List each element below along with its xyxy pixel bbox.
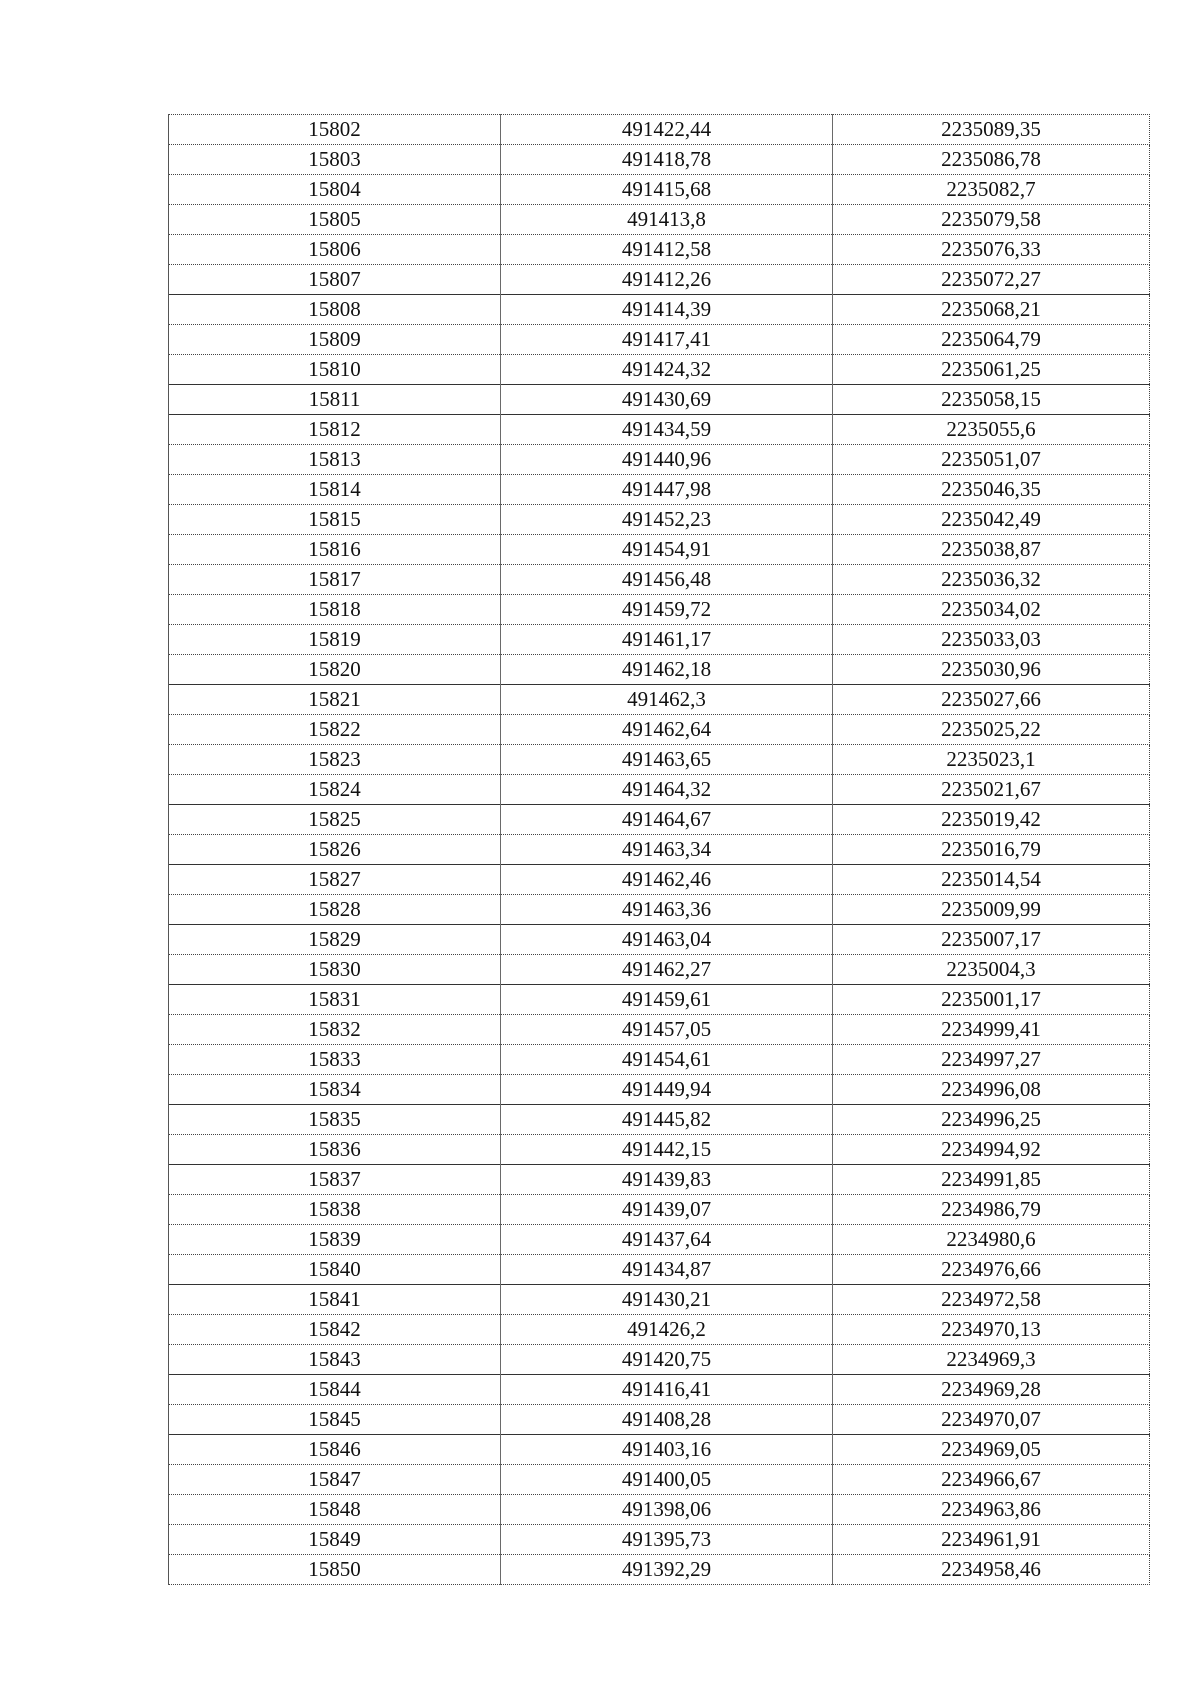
table-row: [169, 955, 1150, 985]
x-coordinate-cell: 491445,82: [501, 1105, 833, 1135]
point-number-cell: 15805: [169, 205, 501, 235]
table-row: [169, 1495, 1150, 1525]
point-number-cell: 15811: [169, 385, 501, 415]
table-row: [169, 1195, 1150, 1225]
x-coordinate-cell: 491417,41: [501, 325, 833, 355]
y-coordinate-cell: 2234969,05: [833, 1435, 1150, 1465]
y-coordinate-cell: 2235058,15: [833, 385, 1150, 415]
x-coordinate-cell: 491434,59: [501, 415, 833, 445]
table-row: [169, 505, 1150, 535]
x-coordinate-cell: 491412,58: [501, 235, 833, 265]
table-row: [169, 415, 1150, 445]
y-coordinate-cell: 2234997,27: [833, 1045, 1150, 1075]
table-row: [169, 685, 1150, 715]
table-row: [169, 1345, 1150, 1375]
x-coordinate-cell: 491447,98: [501, 475, 833, 505]
table-row: [169, 1375, 1150, 1405]
x-coordinate-cell: 491454,61: [501, 1045, 833, 1075]
table-row: [169, 145, 1150, 175]
x-coordinate-cell: 491437,64: [501, 1225, 833, 1255]
y-coordinate-cell: 2234986,79: [833, 1195, 1150, 1225]
y-coordinate-cell: 2234996,08: [833, 1075, 1150, 1105]
x-coordinate-cell: 491439,07: [501, 1195, 833, 1225]
y-coordinate-cell: 2235064,79: [833, 325, 1150, 355]
table-row: [169, 805, 1150, 835]
x-coordinate-cell: 491463,34: [501, 835, 833, 865]
y-coordinate-cell: 2235051,07: [833, 445, 1150, 475]
point-number-cell: 15834: [169, 1075, 501, 1105]
x-coordinate-cell: 491459,61: [501, 985, 833, 1015]
table-row: [169, 1555, 1150, 1585]
point-number-cell: 15846: [169, 1435, 501, 1465]
table-row: [169, 1405, 1150, 1435]
x-coordinate-cell: 491462,18: [501, 655, 833, 685]
y-coordinate-cell: 2235079,58: [833, 205, 1150, 235]
table-row: [169, 115, 1150, 145]
x-coordinate-cell: 491420,75: [501, 1345, 833, 1375]
y-coordinate-cell: 2235009,99: [833, 895, 1150, 925]
y-coordinate-cell: 2235033,03: [833, 625, 1150, 655]
point-number-cell: 15830: [169, 955, 501, 985]
y-coordinate-cell: 2235042,49: [833, 505, 1150, 535]
coordinates-table: [168, 114, 1150, 1585]
x-coordinate-cell: 491416,41: [501, 1375, 833, 1405]
point-number-cell: 15835: [169, 1105, 501, 1135]
y-coordinate-cell: 2235086,78: [833, 145, 1150, 175]
point-number-cell: 15831: [169, 985, 501, 1015]
point-number-cell: 15837: [169, 1165, 501, 1195]
x-coordinate-cell: 491398,06: [501, 1495, 833, 1525]
x-coordinate-cell: 491418,78: [501, 145, 833, 175]
x-coordinate-cell: 491462,27: [501, 955, 833, 985]
x-coordinate-cell: 491415,68: [501, 175, 833, 205]
point-number-cell: 15849: [169, 1525, 501, 1555]
x-coordinate-cell: 491442,15: [501, 1135, 833, 1165]
point-number-cell: 15812: [169, 415, 501, 445]
table-row: [169, 1525, 1150, 1555]
x-coordinate-cell: 491461,17: [501, 625, 833, 655]
x-coordinate-cell: 491456,48: [501, 565, 833, 595]
x-coordinate-cell: 491449,94: [501, 1075, 833, 1105]
x-coordinate-cell: 491439,83: [501, 1165, 833, 1195]
table-row: [169, 1315, 1150, 1345]
y-coordinate-cell: 2235038,87: [833, 535, 1150, 565]
point-number-cell: 15804: [169, 175, 501, 205]
table-row: [169, 595, 1150, 625]
y-coordinate-cell: 2235027,66: [833, 685, 1150, 715]
point-number-cell: 15808: [169, 295, 501, 325]
x-coordinate-cell: 491413,8: [501, 205, 833, 235]
x-coordinate-cell: 491426,2: [501, 1315, 833, 1345]
table-row: [169, 175, 1150, 205]
x-coordinate-cell: 491463,04: [501, 925, 833, 955]
point-number-cell: 15816: [169, 535, 501, 565]
table-row: [169, 1165, 1150, 1195]
x-coordinate-cell: 491430,21: [501, 1285, 833, 1315]
y-coordinate-cell: 2234970,07: [833, 1405, 1150, 1435]
x-coordinate-cell: 491392,29: [501, 1555, 833, 1585]
y-coordinate-cell: 2234963,86: [833, 1495, 1150, 1525]
table-row: [169, 625, 1150, 655]
y-coordinate-cell: 2235019,42: [833, 805, 1150, 835]
table-row: [169, 355, 1150, 385]
x-coordinate-cell: 491459,72: [501, 595, 833, 625]
point-number-cell: 15833: [169, 1045, 501, 1075]
x-coordinate-cell: 491452,23: [501, 505, 833, 535]
table-row: [169, 1255, 1150, 1285]
table-row: [169, 445, 1150, 475]
point-number-cell: 15827: [169, 865, 501, 895]
point-number-cell: 15819: [169, 625, 501, 655]
y-coordinate-cell: 2234991,85: [833, 1165, 1150, 1195]
x-coordinate-cell: 491412,26: [501, 265, 833, 295]
table-row: [169, 475, 1150, 505]
x-coordinate-cell: 491400,05: [501, 1465, 833, 1495]
y-coordinate-cell: 2235025,22: [833, 715, 1150, 745]
y-coordinate-cell: 2234980,6: [833, 1225, 1150, 1255]
x-coordinate-cell: 491464,32: [501, 775, 833, 805]
point-number-cell: 15829: [169, 925, 501, 955]
y-coordinate-cell: 2234970,13: [833, 1315, 1150, 1345]
table-row: [169, 895, 1150, 925]
table-row: [169, 715, 1150, 745]
y-coordinate-cell: 2235016,79: [833, 835, 1150, 865]
point-number-cell: 15809: [169, 325, 501, 355]
table-row: [169, 1015, 1150, 1045]
y-coordinate-cell: 2234969,28: [833, 1375, 1150, 1405]
point-number-cell: 15847: [169, 1465, 501, 1495]
point-number-cell: 15818: [169, 595, 501, 625]
x-coordinate-cell: 491403,16: [501, 1435, 833, 1465]
table-row: [169, 835, 1150, 865]
y-coordinate-cell: 2235036,32: [833, 565, 1150, 595]
point-number-cell: 15841: [169, 1285, 501, 1315]
point-number-cell: 15826: [169, 835, 501, 865]
point-number-cell: 15825: [169, 805, 501, 835]
point-number-cell: 15844: [169, 1375, 501, 1405]
table-row: [169, 1045, 1150, 1075]
point-number-cell: 15840: [169, 1255, 501, 1285]
table-row: [169, 925, 1150, 955]
table-row: [169, 1285, 1150, 1315]
y-coordinate-cell: 2234996,25: [833, 1105, 1150, 1135]
table-row: [169, 265, 1150, 295]
y-coordinate-cell: 2235007,17: [833, 925, 1150, 955]
y-coordinate-cell: 2235061,25: [833, 355, 1150, 385]
y-coordinate-cell: 2235021,67: [833, 775, 1150, 805]
table-row: [169, 565, 1150, 595]
y-coordinate-cell: 2234994,92: [833, 1135, 1150, 1165]
x-coordinate-cell: 491462,64: [501, 715, 833, 745]
x-coordinate-cell: 491462,3: [501, 685, 833, 715]
table-row: [169, 1075, 1150, 1105]
point-number-cell: 15815: [169, 505, 501, 535]
point-number-cell: 15821: [169, 685, 501, 715]
x-coordinate-cell: 491454,91: [501, 535, 833, 565]
y-coordinate-cell: 2235034,02: [833, 595, 1150, 625]
point-number-cell: 15813: [169, 445, 501, 475]
table-row: [169, 1135, 1150, 1165]
y-coordinate-cell: 2235082,7: [833, 175, 1150, 205]
table-row: [169, 535, 1150, 565]
table-row: [169, 1435, 1150, 1465]
point-number-cell: 15814: [169, 475, 501, 505]
y-coordinate-cell: 2235055,6: [833, 415, 1150, 445]
coordinates-table-container: [168, 114, 1149, 1585]
point-number-cell: 15836: [169, 1135, 501, 1165]
point-number-cell: 15843: [169, 1345, 501, 1375]
x-coordinate-cell: 491422,44: [501, 115, 833, 145]
point-number-cell: 15848: [169, 1495, 501, 1525]
table-row: [169, 775, 1150, 805]
point-number-cell: 15842: [169, 1315, 501, 1345]
table-row: [169, 1105, 1150, 1135]
table-row: [169, 745, 1150, 775]
point-number-cell: 15823: [169, 745, 501, 775]
table-row: [169, 985, 1150, 1015]
y-coordinate-cell: 2234966,67: [833, 1465, 1150, 1495]
point-number-cell: 15838: [169, 1195, 501, 1225]
point-number-cell: 15822: [169, 715, 501, 745]
y-coordinate-cell: 2234969,3: [833, 1345, 1150, 1375]
table-row: [169, 205, 1150, 235]
y-coordinate-cell: 2234961,91: [833, 1525, 1150, 1555]
point-number-cell: 15820: [169, 655, 501, 685]
x-coordinate-cell: 491464,67: [501, 805, 833, 835]
y-coordinate-cell: 2234999,41: [833, 1015, 1150, 1045]
table-row: [169, 655, 1150, 685]
point-number-cell: 15850: [169, 1555, 501, 1585]
point-number-cell: 15810: [169, 355, 501, 385]
point-number-cell: 15832: [169, 1015, 501, 1045]
x-coordinate-cell: 491463,36: [501, 895, 833, 925]
table-row: [169, 1225, 1150, 1255]
y-coordinate-cell: 2235076,33: [833, 235, 1150, 265]
point-number-cell: 15828: [169, 895, 501, 925]
x-coordinate-cell: 491440,96: [501, 445, 833, 475]
point-number-cell: 15839: [169, 1225, 501, 1255]
x-coordinate-cell: 491395,73: [501, 1525, 833, 1555]
table-row: [169, 235, 1150, 265]
point-number-cell: 15824: [169, 775, 501, 805]
x-coordinate-cell: 491463,65: [501, 745, 833, 775]
table-row: [169, 865, 1150, 895]
x-coordinate-cell: 491430,69: [501, 385, 833, 415]
y-coordinate-cell: 2235068,21: [833, 295, 1150, 325]
table-body: [169, 115, 1150, 1585]
x-coordinate-cell: 491434,87: [501, 1255, 833, 1285]
point-number-cell: 15806: [169, 235, 501, 265]
y-coordinate-cell: 2234958,46: [833, 1555, 1150, 1585]
table-row: [169, 325, 1150, 355]
y-coordinate-cell: 2235046,35: [833, 475, 1150, 505]
table-row: [169, 385, 1150, 415]
table-row: [169, 295, 1150, 325]
point-number-cell: 15803: [169, 145, 501, 175]
x-coordinate-cell: 491408,28: [501, 1405, 833, 1435]
point-number-cell: 15817: [169, 565, 501, 595]
y-coordinate-cell: 2234976,66: [833, 1255, 1150, 1285]
x-coordinate-cell: 491462,46: [501, 865, 833, 895]
y-coordinate-cell: 2235014,54: [833, 865, 1150, 895]
y-coordinate-cell: 2235023,1: [833, 745, 1150, 775]
point-number-cell: 15802: [169, 115, 501, 145]
y-coordinate-cell: 2235001,17: [833, 985, 1150, 1015]
x-coordinate-cell: 491457,05: [501, 1015, 833, 1045]
x-coordinate-cell: 491424,32: [501, 355, 833, 385]
y-coordinate-cell: 2235030,96: [833, 655, 1150, 685]
y-coordinate-cell: 2235004,3: [833, 955, 1150, 985]
x-coordinate-cell: 491414,39: [501, 295, 833, 325]
y-coordinate-cell: 2234972,58: [833, 1285, 1150, 1315]
y-coordinate-cell: 2235089,35: [833, 115, 1150, 145]
point-number-cell: 15807: [169, 265, 501, 295]
table-row: [169, 1465, 1150, 1495]
point-number-cell: 15845: [169, 1405, 501, 1435]
y-coordinate-cell: 2235072,27: [833, 265, 1150, 295]
